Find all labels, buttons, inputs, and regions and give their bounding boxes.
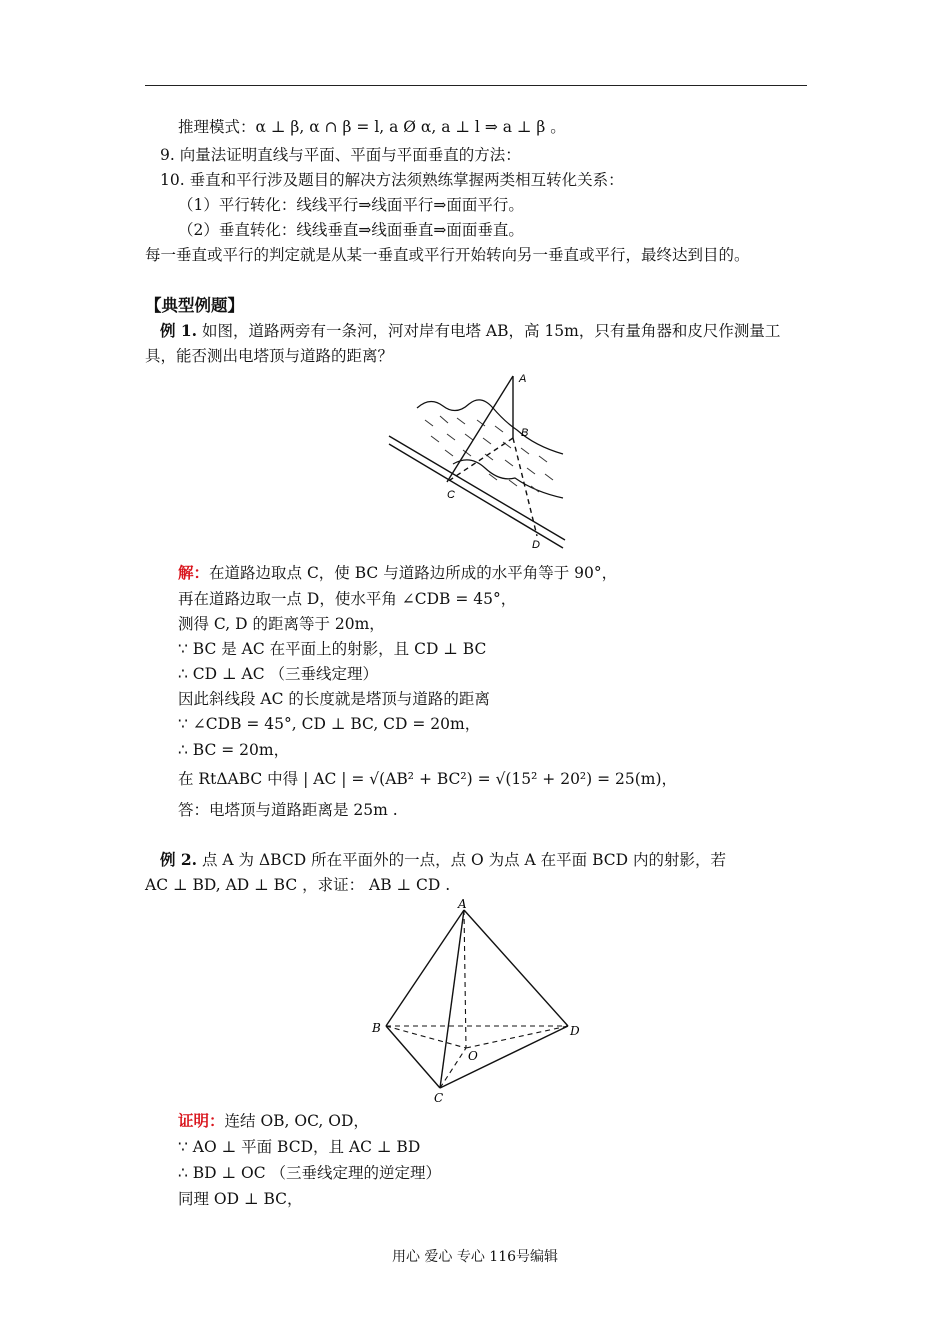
solution-line-3: 测得 C, D 的距离等于 20m， (178, 615, 385, 633)
fig2-label-a: A (458, 898, 467, 911)
solution-text-1: 在道路边取点 C，使 BC 与道路边所成的水平角等于 90°， (209, 564, 618, 582)
reasoning-pattern: 推理模式：α ⊥ β, α ∩ β = l, a Ø α, a ⊥ l ⇒ a ⊥ β 。 (178, 118, 566, 136)
proof-text-1: 连结 OB, OC, OD， (224, 1112, 369, 1130)
fig1-label-d: D (532, 539, 540, 551)
solution-line-1 (178, 562, 617, 584)
example-1-line-1 (160, 320, 780, 342)
example-2-text: 点 A 为 ΔBCD 所在平面外的一点，点 O 为点 A 在平面 BCD 内的射影，若 (197, 851, 726, 869)
solution-line-6: 因此斜线段 AC 的长度就是塔顶与道路的距离 (178, 690, 490, 708)
solution-line-7: ∵ ∠CDB = 45°, CD ⊥ BC, CD = 20m， (178, 715, 481, 733)
solution-line-4: ∵ BC 是 AC 在平面上的射影，且 CD ⊥ BC (178, 640, 487, 658)
proof-line-2: ∵ AO ⊥ 平面 BCD，且 AC ⊥ BD (178, 1138, 421, 1156)
fig2-label-c: C (434, 1091, 444, 1105)
item-10: 10. 垂直和平行涉及题目的解决方法须熟练掌握两类相互转化关系： (160, 171, 624, 189)
solution-label: 解： (178, 563, 210, 582)
solution-line-5: ∴ CD ⊥ AC （三垂线定理） (178, 665, 378, 683)
fig2-label-d: D (570, 1024, 580, 1038)
figure-tetrahedron (368, 898, 588, 1108)
example-1-text: 如图，道路两旁有一条河，河对岸有电塔 AB，高 15m，只有量角器和皮尺作测量工 (197, 322, 781, 340)
proof-line-3: ∴ BD ⊥ OC （三垂线定理的逆定理） (178, 1164, 442, 1182)
item-9: 9. 向量法证明直线与平面、平面与平面垂直的方法： (160, 146, 521, 164)
page-footer: 用心 爱心 专心 116号编辑 (391, 1249, 559, 1265)
example-2-label: 例 2. (160, 850, 198, 869)
fig1-label-c: C (447, 489, 455, 501)
parallel-conversion: （1）平行转化：线线平行⇒线面平行⇒面面平行。 (178, 196, 524, 214)
solution-line-9: 在 RtΔABC 中得 | AC | = √(AB² + BC²) = √(15² + 20²) = 25(m)， (178, 770, 678, 788)
fig2-label-b: B (372, 1021, 381, 1035)
proof-line-1 (178, 1110, 369, 1132)
solution-line-8: ∴ BC = 20m， (178, 741, 290, 759)
section-title: 【典型例题】 (145, 296, 244, 315)
header-rule (145, 85, 807, 86)
summary-sentence: 每一垂直或平行的判定就是从某一垂直或平行开始转向另一垂直或平行，最终达到目的。 (145, 246, 750, 264)
fig1-label-a: A (519, 373, 527, 385)
fig2-label-o: O (468, 1049, 478, 1063)
perpendicular-conversion: （2）垂直转化：线线垂直⇒线面垂直⇒面面垂直。 (178, 221, 524, 239)
solution-line-2: 再在道路边取一点 D，使水平角 ∠CDB = 45°， (178, 590, 517, 608)
solution-answer: 答：电塔顶与道路距离是 25m . (178, 801, 398, 819)
proof-label: 证明： (178, 1111, 225, 1130)
example-2-line-1 (160, 849, 726, 871)
example-1-line-2: 具，能否测出电塔顶与道路的距离？ (145, 347, 394, 365)
example-1-label: 例 1. (160, 321, 198, 340)
example-2-line-2: AC ⊥ BD, AD ⊥ BC ，求证： AB ⊥ CD . (145, 876, 451, 894)
proof-line-4: 同理 OD ⊥ BC， (178, 1190, 303, 1208)
fig1-label-b: B (521, 427, 529, 439)
figure-river-tower (385, 368, 570, 553)
